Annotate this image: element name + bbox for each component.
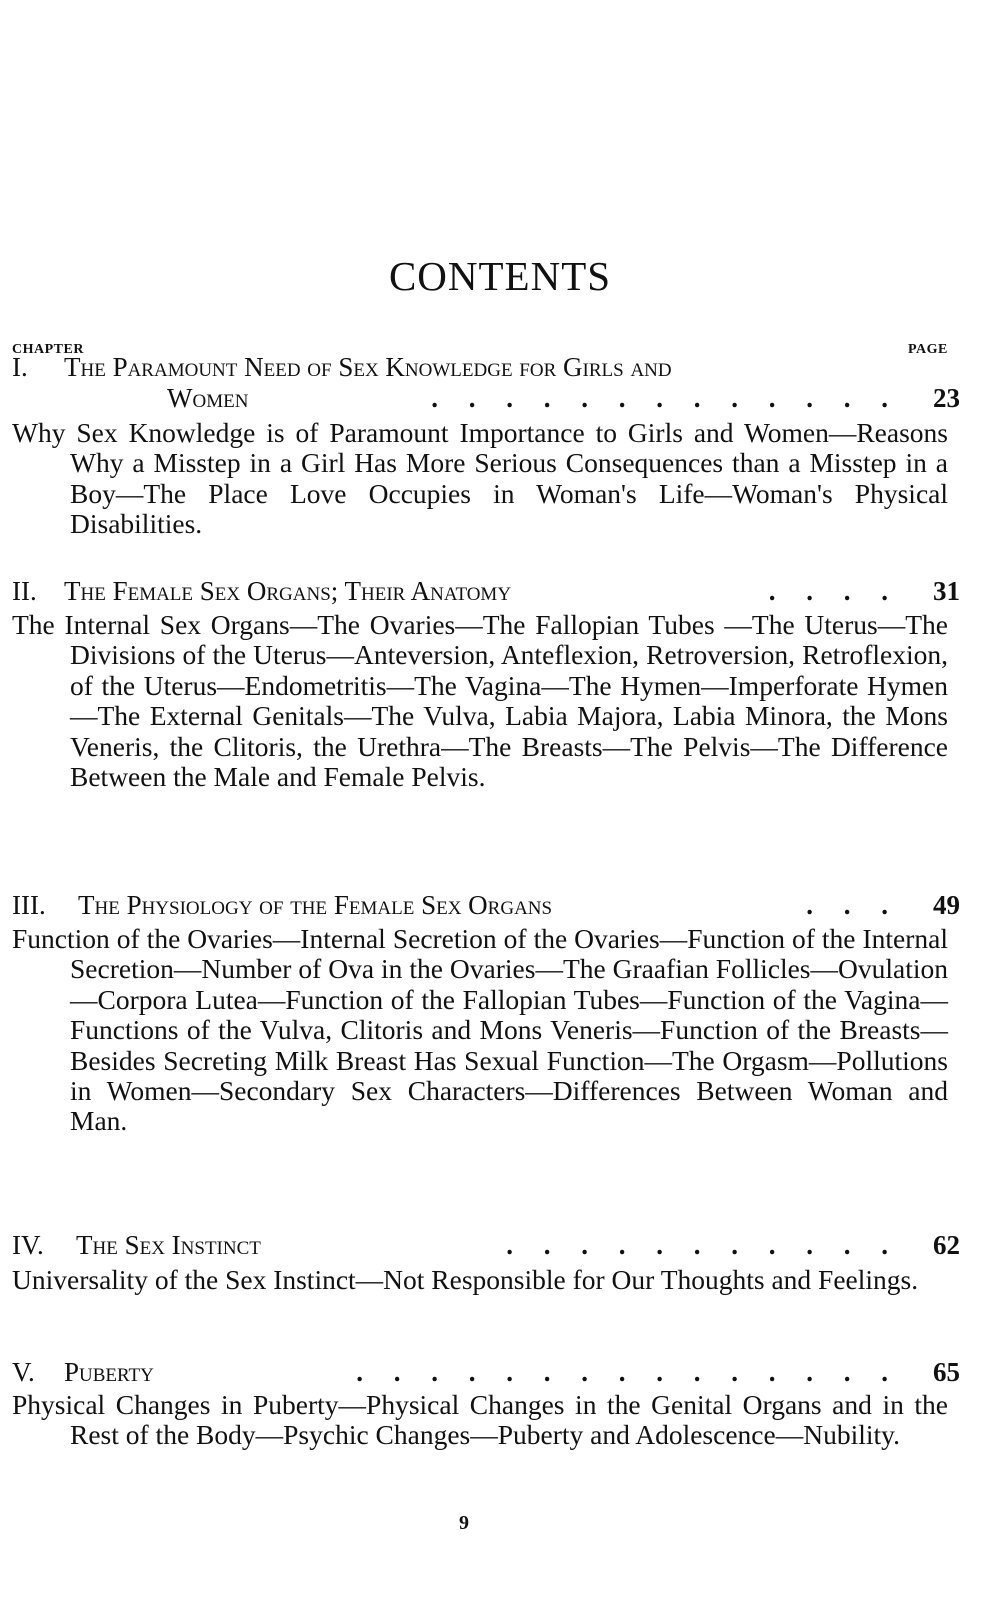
chapter-title: Puberty [64,1357,154,1387]
folio-page-number: 9 [459,1512,469,1534]
chapter-summary-3: Function of the Ovaries—Internal Secretion of the Ovaries—Function of the Internal Secretion—Number of Ova in the Ovaries—The Graafian Follicles—Ovulation—Corpora Lutea—Function of the Fallopian Tubes—Function of the Vagina—Functions of the Vulva, Clitoris and Mons Veneris—Function of the Breasts—Besides Secreting Milk Breast Has Sexual Function—The Orgasm—Pollutions in Women—Secondary Sex Characters—Differences Between Woman and Man. [12,923,948,1137]
chapter-heading-5 [12,1357,960,1388]
chapter-title: The Physiology of the Female Sex Organs [78,890,553,920]
chapter-page-number: 31 [933,576,960,606]
chapter-number: V. [12,1357,35,1387]
chapter-page-number: 23 [933,383,960,413]
chapter-number: IV. [12,1230,44,1260]
chapter-number: III. [12,890,46,920]
chapter-column-header: CHAPTER [12,342,84,357]
page-column-header: PAGE [908,342,948,357]
chapter-page-number: 49 [933,890,960,920]
chapter-page-number: 62 [933,1230,960,1260]
chapter-summary-5: Physical Changes in Puberty—Physical Changes in the Genital Organs and in the Rest of the Body—Psychic Changes—Puberty and Adolescence—Nubility. [12,1389,948,1451]
dot-leader: . . . . . . . . . . . . . . . [356,1357,900,1387]
chapter-title: The Female Sex Organs; Their Anatomy [64,576,512,606]
chapter-title-continuation: Women [167,383,249,413]
page-title: CONTENTS [388,253,612,299]
chapter-heading-1 [12,352,960,414]
chapter-title: The Sex Instinct [76,1230,261,1260]
dot-leader: . . . . . . . . . . . [506,1230,900,1260]
chapter-summary-1: Why Sex Knowledge is of Paramount Importance to Girls and Women—Reasons Why a Misstep in a Girl Has More Serious Consequences than a Misstep in a Boy—The Place Love Occupies in Woman's Life—Woman's Physical Disabilities. [12,417,948,540]
dot-leader: . . . . [768,576,900,606]
chapter-summary-4: Universality of the Sex Instinct—Not Responsible for Our Thoughts and Feelings. [12,1264,919,1295]
chapter-number: II. [12,576,37,606]
dot-leader: . . . . . . . . . . . . . [431,383,900,413]
chapter-summary-2: The Internal Sex Organs—The Ovaries—The Fallopian Tubes —The Uterus—The Divisions of the Uterus—Anteversion, Anteflexion, Retroversion, Retroflexion, of the Uterus—Endometritis—The Vagina—The Hymen—Imperforate Hymen—The External Genitals—The Vulva, Labia Majora, Labia Minora, the Mons Veneris, the Clitoris, the Urethra—The Breasts—The Pelvis—The Difference Between the Male and Female Pelvis. [12,609,948,793]
chapter-heading-2 [12,576,960,607]
chapter-heading-4 [12,1230,960,1261]
dot-leader: . . . [806,890,900,920]
chapter-heading-3 [12,890,960,921]
chapter-page-number: 65 [933,1357,960,1387]
chapter-number: I. [12,352,28,382]
chapter-title: The Paramount Need of Sex Knowledge for Girls and [64,352,672,382]
